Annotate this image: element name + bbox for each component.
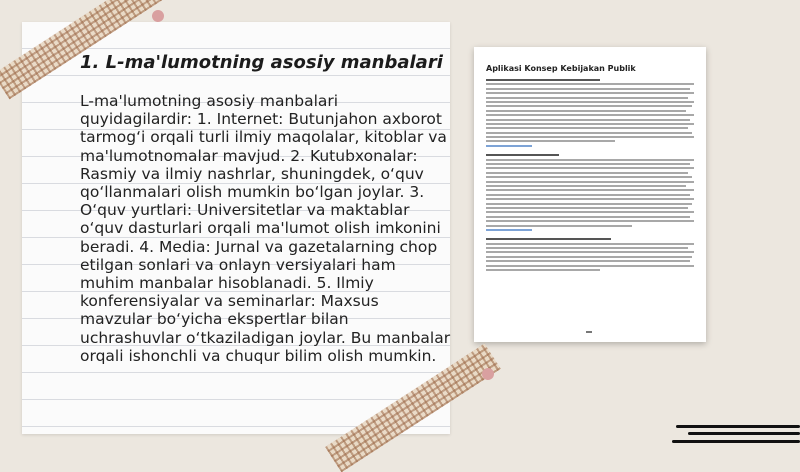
slide-title: 1. L-ma'lumotning asosiy manbalari <box>80 52 443 73</box>
document-text-line <box>486 251 694 253</box>
document-text-lines <box>486 79 694 273</box>
document-text-line <box>486 159 694 161</box>
document-text-line <box>486 97 688 99</box>
document-heading-line <box>486 238 611 240</box>
document-text-line <box>486 167 694 169</box>
document-text-line <box>486 189 694 191</box>
document-text-line <box>486 114 694 116</box>
document-text-line <box>486 216 690 218</box>
document-text-line <box>486 83 694 85</box>
document-preview <box>474 47 706 342</box>
document-text-line <box>486 256 692 258</box>
document-text-line <box>486 211 694 213</box>
document-text-line <box>486 110 686 112</box>
document-text-line <box>486 181 694 183</box>
document-page-number <box>586 331 592 333</box>
document-text-line <box>486 140 615 142</box>
document-text-line <box>486 123 694 125</box>
document-heading-line <box>486 79 600 81</box>
document-title: Aplikasi Konsep Kebijakan Publik <box>486 64 636 73</box>
document-link-line <box>486 145 532 147</box>
decorative-line <box>672 440 800 443</box>
decorative-line <box>676 425 800 428</box>
document-text-line <box>486 225 632 227</box>
document-text-line <box>486 185 686 187</box>
document-text-line <box>486 136 694 138</box>
document-text-line <box>486 265 694 267</box>
document-text-line <box>486 269 600 271</box>
document-text-line <box>486 194 690 196</box>
document-text-line <box>486 127 688 129</box>
document-text-line <box>486 176 692 178</box>
document-heading-line <box>486 154 559 156</box>
document-text-line <box>486 260 690 262</box>
document-text-line <box>486 198 694 200</box>
document-text-line <box>486 119 690 121</box>
document-text-line <box>486 243 694 245</box>
document-text-line <box>486 220 694 222</box>
document-text-line <box>486 88 690 90</box>
slide-body-text: L-ma'lumotning asosiy manbalari quyidagilardir: 1. Internet: Butunjahon axborot tarmog‘i orqali turli ilmiy maqolalar, kitoblar va ma'lumotnomalar mavjud. 2. Kutubxonalar: Rasmiy va ilmiy nashrlar, shuningdek, o‘quv qo‘llanmalari olish mumkin bo‘lgan joylar. 3. O‘quv yurtlari: Universitetlar va maktablar o‘quv dasturlari orqali ma'lumot olish imkonini beradi. 4. Media: Jurnal va gazetalarning chop etilgan sonlari va onlayn versiyalari ham muhim manbalar hisoblanadi. 5. Ilmiy konferensiyalar va seminarlar: Maxsus mavzular bo‘yicha ekspertlar bilan uchrashuvlar o‘tkaziladigan joylar. Bu manbalar orqali ishonchli va chuqur bilim olish mumkin. <box>80 92 451 365</box>
document-text-line <box>486 105 692 107</box>
document-text-line <box>486 92 694 94</box>
document-text-line <box>486 172 688 174</box>
document-text-line <box>486 101 694 103</box>
document-text-line <box>486 207 688 209</box>
decorative-line <box>688 432 800 435</box>
document-text-line <box>486 247 688 249</box>
document-text-line <box>486 132 692 134</box>
document-link-line <box>486 229 532 231</box>
document-text-line <box>486 203 692 205</box>
document-text-line <box>486 163 690 165</box>
